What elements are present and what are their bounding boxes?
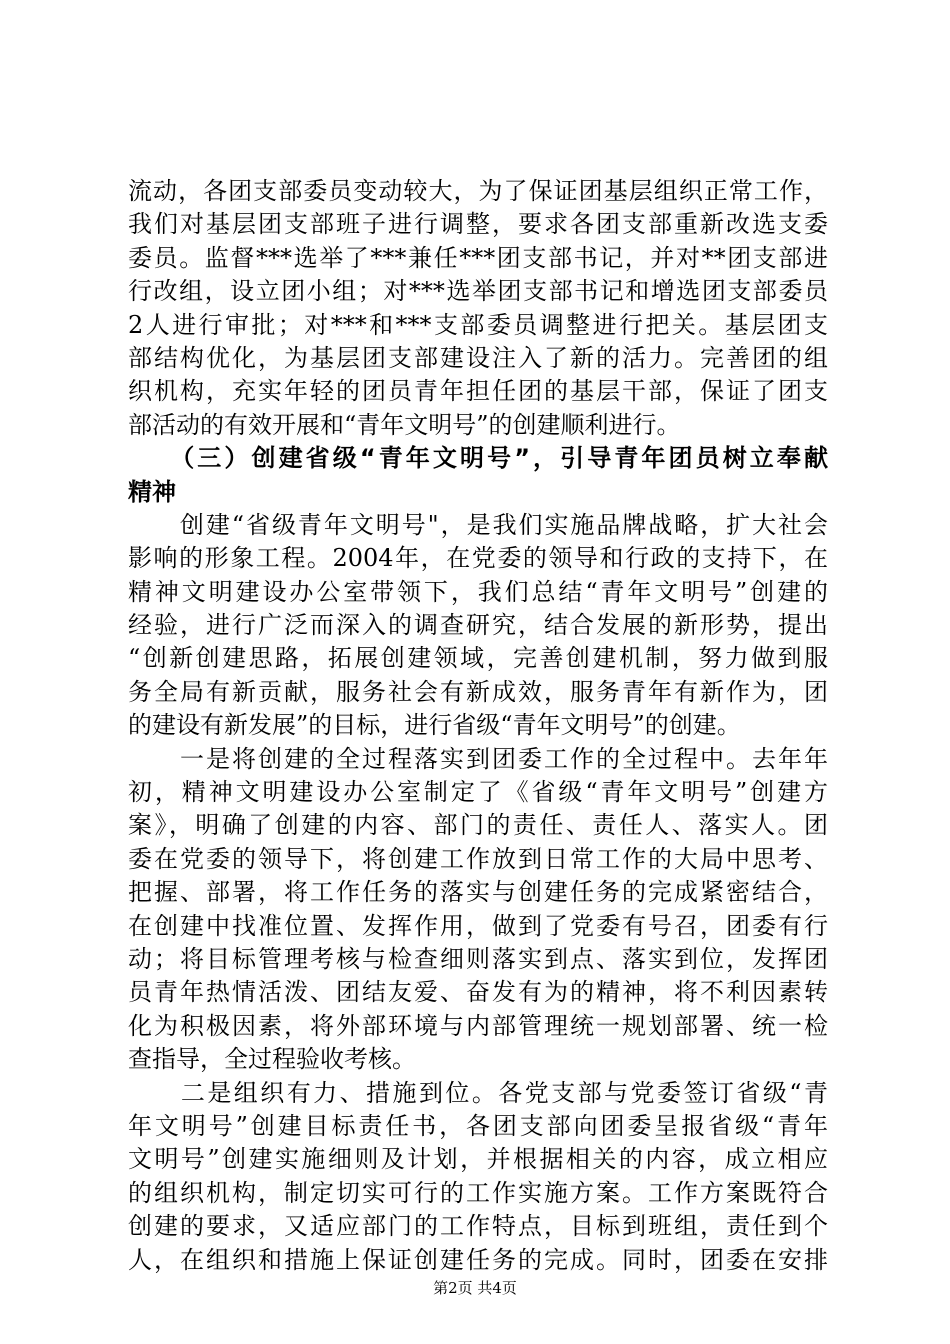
paragraph-line: 部活动的有效开展和“青年文明号”的创建顺利进行。: [128, 410, 681, 439]
paragraph-line: 经验，进行广泛而深入的调查研究，结合发展的新形势，提出: [128, 611, 828, 640]
paragraph-line: 我们对基层团支部班子进行调整，要求各团支部重新改选支委: [128, 210, 828, 239]
paragraph-line: 委在党委的领导下，将创建工作放到日常工作的大局中思考、: [128, 844, 828, 873]
paragraph-line: 的建设有新发展”的目标，进行省级“青年文明号”的创建。: [128, 711, 741, 740]
paragraph-line: 人，在组织和措施上保证创建任务的完成。同时，团委在安排: [128, 1245, 828, 1274]
paragraph-line: 2人进行审批；对***和***支部委员调整进行把关。基层团支: [128, 310, 828, 339]
paragraph-line: 化为积极因素，将外部环境与内部管理统一规划部署、统一检: [128, 1011, 828, 1040]
paragraph-line: 员青年热情活泼、团结友爱、奋发有为的精神，将不利因素转: [128, 978, 828, 1007]
paragraph-line: “创新创建思路，拓展创建领域，完善创建机制，努力做到服: [128, 644, 828, 673]
paragraph-line: 的组织机构，制定切实可行的工作实施方案。工作方案既符合: [128, 1178, 828, 1207]
paragraph-line: 创建“省级青年文明号"，是我们实施品牌战略，扩大社会: [128, 510, 828, 539]
paragraph-line: 把握、部署，将工作任务的落实与创建任务的完成紧密结合，: [128, 878, 828, 907]
paragraph-line: 案》，明确了创建的内容、部门的责任、责任人、落实人。团: [128, 811, 828, 840]
paragraph-line: 织机构，充实年轻的团员青年担任团的基层干部，保证了团支: [128, 377, 828, 406]
paragraph-line: 动；将目标管理考核与检查细则落实到点、落实到位，发挥团: [128, 944, 828, 973]
paragraph-line: 影响的形象工程。2004年，在党委的领导和行政的支持下，在: [128, 544, 828, 573]
paragraph-line: 精神文明建设办公室带领下，我们总结“青年文明号”创建的: [128, 577, 828, 606]
paragraph-line: 初，精神文明建设办公室制定了《省级“青年文明号”创建方: [128, 778, 828, 807]
paragraph-line: 委员。监督***选举了***兼任***团支部书记，并对**团支部进: [128, 243, 828, 272]
page-footer: 第2页 共4页: [433, 1279, 517, 1297]
paragraph-line: 流动，各团支部委员变动较大，为了保证团基层组织正常工作，: [128, 177, 828, 205]
section-heading-line: 精神: [128, 477, 176, 506]
paragraph-line: 文明号”创建实施细则及计划，并根据相关的内容，成立相应: [128, 1145, 828, 1174]
paragraph-line: 一是将创建的全过程落实到团委工作的全过程中。去年年: [128, 744, 828, 773]
document-body: [128, 175, 828, 1277]
section-heading-line: （三）创建省级“青年文明号”，引导青年团员树立奉献: [128, 444, 828, 473]
paragraph-line: 创建的要求，又适应部门的工作特点，目标到班组，责任到个: [128, 1212, 828, 1241]
paragraph-line: 年文明号”创建目标责任书，各团支部向团委呈报省级“青年: [128, 1111, 828, 1140]
paragraph-line: 在创建中找准位置、发挥作用，做到了党委有号召，团委有行: [128, 911, 828, 940]
paragraph-line: 务全局有新贡献，服务社会有新成效，服务青年有新作为，团: [128, 677, 828, 706]
paragraph-line: 二是组织有力、措施到位。各党支部与党委签订省级“青: [128, 1078, 828, 1107]
paragraph-line: 查指导，全过程验收考核。: [128, 1045, 416, 1074]
paragraph-line: 部结构优化，为基层团支部建设注入了新的活力。完善团的组: [128, 343, 828, 372]
paragraph-line: 行改组，设立团小组；对***选举团支部书记和增选团支部委员: [128, 277, 828, 306]
